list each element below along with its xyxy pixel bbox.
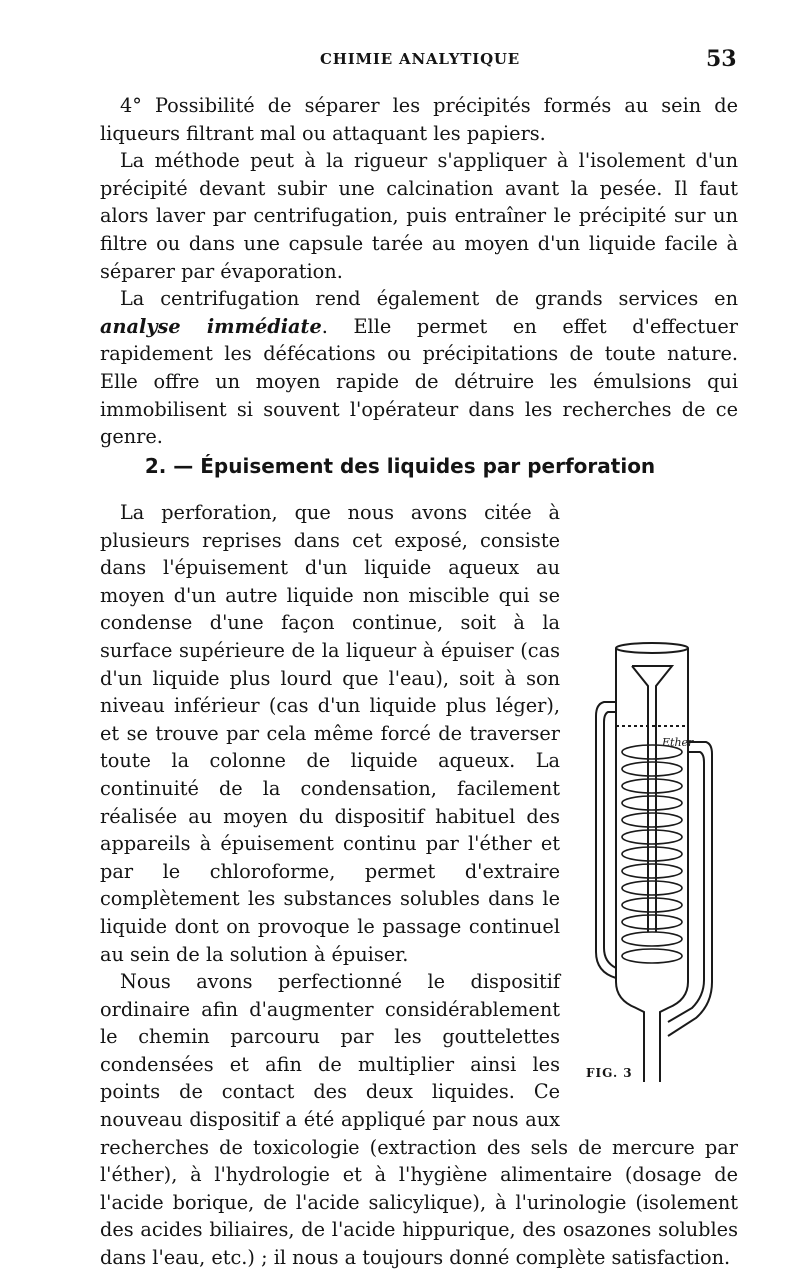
coil-turn <box>622 864 682 878</box>
perforation-apparatus-figure <box>578 642 728 1102</box>
side-arm-right <box>668 742 712 1036</box>
coil-turn <box>622 898 682 912</box>
coil-turn <box>622 762 682 776</box>
paragraph-2: La méthode peut à la rigueur s'appliquer à l'isolement d'un précipité devant subir une calcination avant la pesée. Il faut alors laver par centrifugation, puis entraîner le précipité sur un filtre ou dans une capsule tarée au moyen d'un liquide facile à séparer par évaporation. <box>100 149 738 283</box>
figure-caption: FIG. 3 <box>586 1066 633 1080</box>
coil-turn <box>622 847 682 861</box>
funnel-left <box>632 666 648 932</box>
running-head: CHIMIE ANALYTIQUE <box>320 50 521 68</box>
coil-turn <box>622 949 682 963</box>
spiral-coil <box>622 745 682 963</box>
side-arm-left-inner <box>604 712 616 968</box>
side-arm-left <box>596 702 616 978</box>
coil-turn <box>622 796 682 810</box>
coil-turn <box>622 813 682 827</box>
paragraph-4: La perforation, que nous avons citée à plusieurs reprises dans cet exposé, consiste dans l'épuisement d'un liquide aqueux au moyen d'un autre liquide non miscible qui se condense d'une façon continue, soit à la surface supérieure de la liqueur à épuiser (cas d'un liquide plus lourd que l'eau), soit à son niveau inférieur (cas d'un liquide plus léger), et se trouve par cela même forcé de traverser toute la colonne de liquide aqueux. La continuité de la condensation, facilement réalisée au moyen du dispositif habituel des appareils à épuisement continu par l'éther et par le chloroforme, permet d'extraire complètement les substances solubles dans le liquide dont on provoque le passage continuel au sein de la solution à épuiser. <box>100 501 560 966</box>
coil-turn <box>622 932 682 946</box>
coil-turn <box>622 830 682 844</box>
funnel <box>632 666 672 932</box>
coil-turn <box>622 779 682 793</box>
side-arm-right-inner <box>668 752 704 1022</box>
paragraph-3-part-b: . Elle permet en effet d'effectuer rapidement les défécations ou précipitations de toute nature. Elle offre un moyen rapide de détruire les émulsions qui immobilisent si souvent l'opérateur dans les recherches de ce genre. <box>100 314 738 449</box>
section-heading: 2. — Épuisement des liquides par perforation <box>144 454 656 478</box>
page-number: 53 <box>706 46 737 72</box>
paragraph-3 <box>100 285 738 451</box>
paragraph-3-part-a: La centrifugation rend également de grands services en <box>120 287 738 311</box>
emphasis-analyse-immediate: analyse immédiate <box>100 314 322 338</box>
paragraph-1: 4° Possibilité de séparer les précipités formés au sein de liqueurs filtrant mal ou attaquant les papiers. <box>100 94 738 145</box>
text-block-top <box>100 92 738 451</box>
coil-turn <box>622 881 682 895</box>
paragraph-5: Nous avons perfectionné le dispositif ordinaire afin d'augmenter considérablement le chemin parcouru par les gouttelettes condensées et afin de multiplier ainsi les points de contact des deux liquides. Ce nouveau dispositif a été appliqué par nous aux recherches de toxicologie (extraction des sels de mercure par l'éther), à l'hydrologie et à l'hygiène alimentaire (dosage de l'acide borique, de l'acide salicylique), à l'urinologie (isolement des acides biliaires, de l'acide hippurique, des osazones solubles dans l'eau, etc.) ; il nous a toujours donné complète satisfaction. <box>100 970 738 1270</box>
figure-inner-label: Ether <box>662 736 694 749</box>
tube-mouth <box>616 643 688 653</box>
coil-turn <box>622 915 682 929</box>
